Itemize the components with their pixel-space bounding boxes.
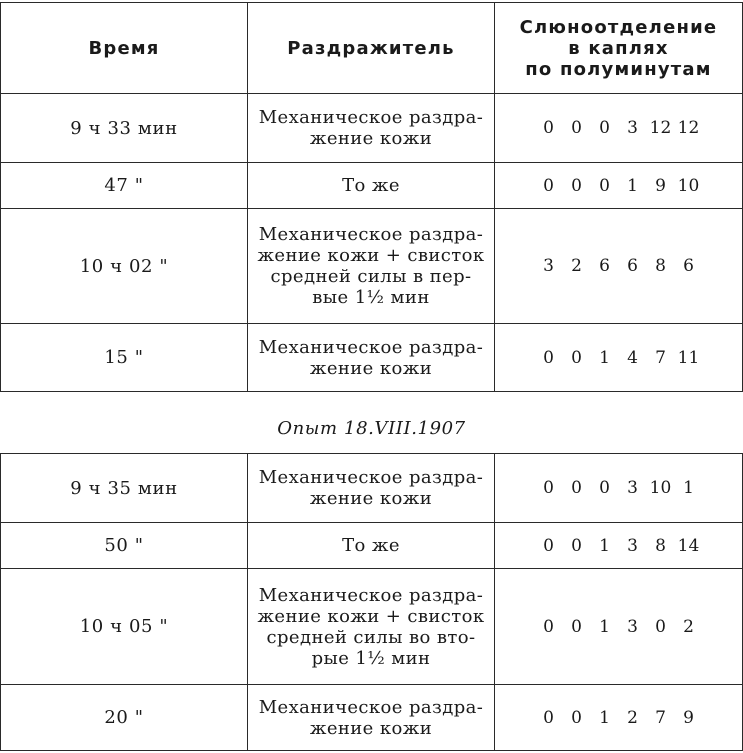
table-row (1, 685, 743, 751)
salivation-value: 0 (571, 535, 582, 556)
salivation-value: 14 (677, 535, 700, 556)
stimulus-line: Механическое раздра- (258, 336, 484, 358)
salivation-cell (495, 569, 743, 685)
salivation-value: 0 (543, 347, 554, 368)
stimulus-text (259, 467, 484, 509)
table-row (1, 163, 743, 209)
stimulus-line: То же (342, 175, 400, 196)
salivation-value: 0 (599, 478, 610, 498)
stimulus-line: вые 1½ мин (312, 287, 430, 308)
salivation-value: 0 (543, 535, 554, 556)
table-row (1, 209, 743, 324)
salivation-value: 0 (571, 707, 582, 728)
stimulus-cell (248, 209, 495, 324)
salivation-value: 4 (627, 347, 638, 368)
salivation-values (535, 478, 703, 499)
salivation-value: 6 (599, 256, 610, 276)
salivation-value: 10 (677, 175, 700, 196)
time-value: 15 " (104, 347, 144, 368)
stimulus-line: средней силы в пер- (270, 266, 472, 287)
salivation-value: 2 (627, 707, 638, 728)
salivation-value: 12 (677, 118, 700, 138)
stimulus-line: жение кожи + свисток (257, 245, 485, 266)
time-value: 9 ч 35 мин (70, 477, 178, 499)
salivation-value: 1 (627, 175, 638, 196)
salivation-value: 0 (543, 478, 554, 498)
time-cell (1, 94, 248, 163)
time-value: 10 ч 05 " (79, 616, 169, 637)
salivation-value: 2 (683, 616, 694, 637)
salivation-values (535, 348, 703, 369)
stimulus-text (259, 107, 484, 149)
header-stimulus: Раздражитель (248, 3, 495, 94)
stimulus-line: рые 1½ мин (311, 647, 431, 669)
salivation-cell (495, 685, 743, 751)
salivation-value: 0 (543, 175, 554, 196)
time-value: 50 " (104, 535, 144, 556)
stimulus-line: жение кожи (309, 357, 433, 379)
salivation-value: 3 (627, 535, 638, 556)
table-header-row (1, 3, 743, 94)
stimulus-line: жение кожи (309, 128, 433, 149)
salivation-values (535, 617, 703, 638)
stimulus-text (257, 224, 484, 308)
table-row (1, 569, 743, 685)
stimulus-line: Механическое раздра- (258, 107, 484, 128)
stimulus-text (342, 175, 400, 196)
time-value: 47 " (104, 175, 144, 196)
time-cell (1, 685, 248, 751)
salivation-values (535, 708, 703, 729)
salivation-value: 11 (677, 347, 700, 368)
salivation-value: 8 (655, 535, 666, 556)
salivation-value: 3 (627, 118, 638, 138)
salivation-value: 0 (543, 616, 554, 637)
salivation-value: 1 (683, 478, 694, 498)
experiment-caption: Опыт 18.VIII.1907 (277, 418, 466, 439)
salivation-value: 7 (655, 347, 666, 368)
salivation-cell (495, 454, 743, 523)
salivation-value: 12 (649, 118, 672, 138)
salivation-value: 8 (655, 256, 666, 276)
stimulus-line: Механическое раздра- (258, 224, 484, 245)
time-cell (1, 163, 248, 209)
salivation-value: 0 (655, 616, 666, 637)
salivation-value: 0 (571, 118, 582, 138)
header-salivation-line: Слюноотделение (519, 16, 718, 38)
salivation-values (535, 536, 703, 557)
salivation-value: 0 (599, 175, 610, 196)
salivation-value: 10 (649, 478, 672, 498)
stimulus-text (342, 535, 400, 556)
header-salivation-line: в каплях (568, 37, 669, 59)
salivation-value: 2 (571, 256, 582, 276)
salivation-value: 6 (683, 256, 694, 276)
salivation-values (535, 118, 703, 139)
salivation-value: 0 (571, 616, 582, 637)
salivation-values (535, 176, 703, 197)
salivation-value: 3 (543, 256, 554, 276)
salivation-values (535, 256, 703, 277)
time-cell (1, 324, 248, 392)
stimulus-text (259, 697, 484, 739)
stimulus-line: жение кожи (309, 488, 433, 509)
time-value: 20 " (104, 707, 144, 728)
salivation-cell (495, 523, 743, 569)
salivation-value: 1 (599, 535, 610, 556)
salivation-value: 0 (571, 347, 582, 368)
time-cell (1, 569, 248, 685)
stimulus-text (259, 337, 484, 379)
salivation-value: 9 (655, 175, 666, 196)
salivation-cell (495, 324, 743, 392)
salivation-value: 6 (627, 256, 638, 276)
salivation-value: 0 (543, 707, 554, 728)
salivation-cell (495, 163, 743, 209)
salivation-value: 1 (599, 707, 610, 728)
experiment-table-1 (0, 2, 743, 392)
salivation-value: 9 (683, 707, 694, 728)
stimulus-text (257, 585, 484, 669)
time-value: 10 ч 02 " (79, 255, 169, 277)
stimulus-cell (248, 569, 495, 685)
time-value: 9 ч 33 мин (70, 117, 178, 139)
stimulus-cell (248, 163, 495, 209)
stimulus-line: Механическое раздра- (258, 696, 484, 718)
salivation-value: 3 (627, 478, 638, 498)
salivation-value: 1 (599, 616, 610, 637)
salivation-cell (495, 209, 743, 324)
salivation-value: 0 (571, 478, 582, 498)
salivation-value: 1 (599, 347, 610, 368)
salivation-value: 0 (599, 118, 610, 138)
header-salivation (495, 3, 743, 94)
stimulus-cell (248, 454, 495, 523)
stimulus-cell (248, 94, 495, 163)
table-row (1, 523, 743, 569)
salivation-value: 0 (571, 175, 582, 196)
stimulus-cell (248, 523, 495, 569)
table-row (1, 454, 743, 523)
salivation-value: 3 (627, 616, 638, 637)
time-cell (1, 523, 248, 569)
stimulus-line: То же (342, 535, 400, 556)
experiment-table-2 (0, 453, 743, 751)
stimulus-cell (248, 324, 495, 392)
stimulus-cell (248, 685, 495, 751)
stimulus-line: жение кожи + свисток (257, 605, 485, 627)
time-cell (1, 454, 248, 523)
header-salivation-line: по полуминутам (525, 58, 712, 80)
table-row (1, 324, 743, 392)
stimulus-line: Механическое раздра- (258, 467, 484, 488)
stimulus-line: жение кожи (309, 717, 433, 739)
stimulus-line: Механическое раздра- (258, 584, 484, 606)
salivation-value: 7 (655, 707, 666, 728)
table-row (1, 94, 743, 163)
stimulus-line: средней силы во вто- (266, 626, 476, 648)
header-time: Время (1, 3, 248, 94)
salivation-value: 0 (543, 118, 554, 138)
time-cell (1, 209, 248, 324)
salivation-cell (495, 94, 743, 163)
